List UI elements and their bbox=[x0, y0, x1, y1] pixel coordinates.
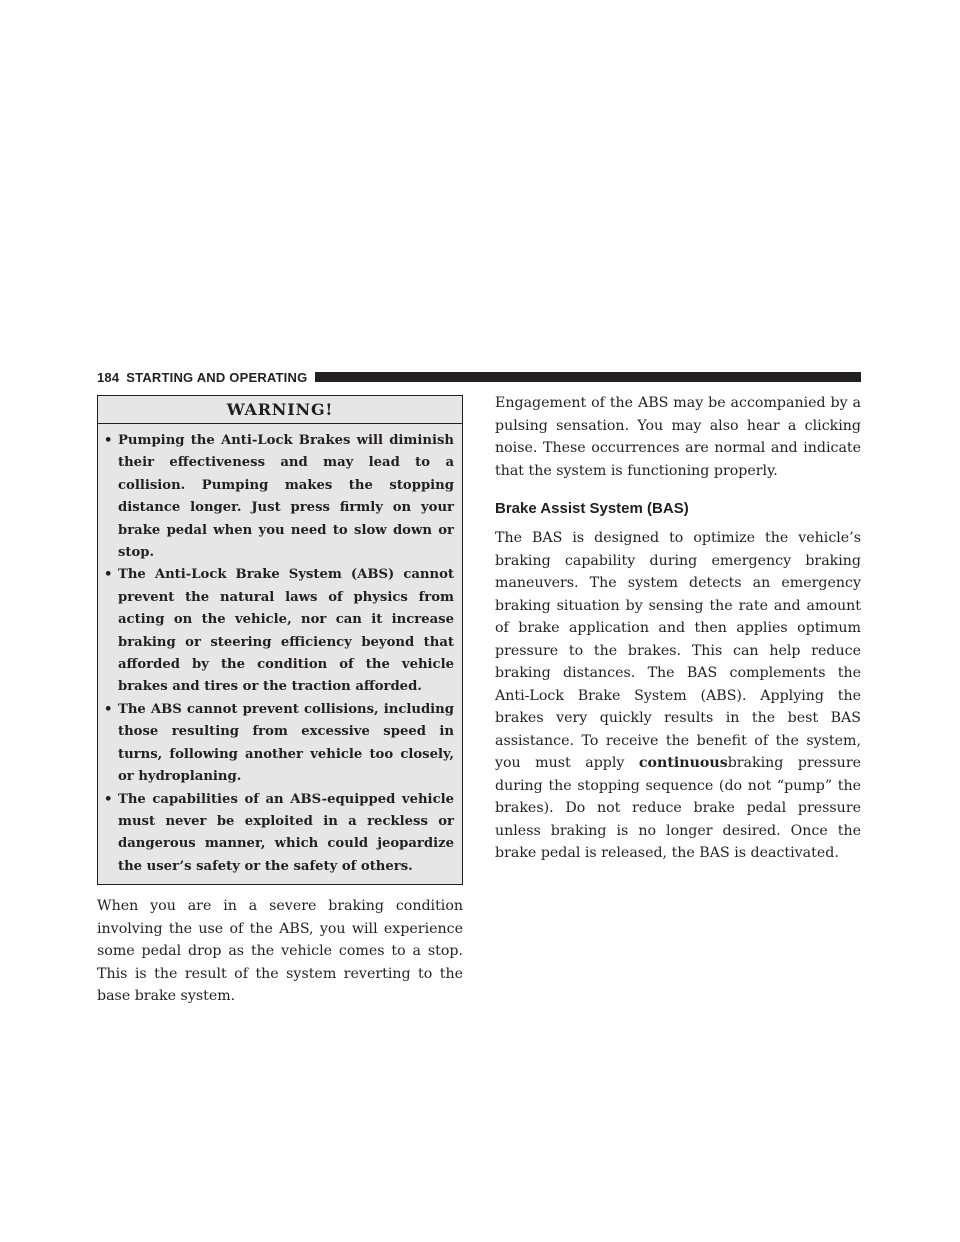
header-text bbox=[97, 370, 307, 385]
page-header bbox=[97, 368, 861, 386]
warning-item bbox=[104, 430, 454, 564]
warning-title: WARNING! bbox=[98, 396, 462, 424]
warning-item-text: The ABS cannot prevent collisions, including those resulting from excessive speed in turns, following another vehicle too closely, or hydroplaning. bbox=[118, 701, 454, 785]
warning-item-text: Pumping the Anti-Lock Brakes will diminish their effectiveness and may lead to a collision. Pumping makes the stopping distance longer. Just press firmly on your brake pedal when you need to slow down or stop. bbox=[118, 433, 454, 561]
bullet-icon: • bbox=[104, 567, 113, 583]
warning-item bbox=[104, 699, 454, 789]
left-column bbox=[97, 395, 463, 1008]
abs-pedal-drop-paragraph: When you are in a severe braking condition involving the use of the ABS, you will experience some pedal drop as the vehicle comes to a stop. This is the result of the system reverting to the base brake system. bbox=[97, 898, 463, 1005]
section-title: STARTING AND OPERATING bbox=[126, 369, 308, 385]
warning-box bbox=[97, 395, 463, 885]
page-number: 184 bbox=[97, 369, 120, 385]
bullet-icon: • bbox=[104, 433, 113, 448]
warning-item-text: The Anti-Lock Brake System (ABS) cannot prevent the natural laws of physics from acting on the vehicle, nor can it increase braking or steering efficiency beyond that afforded by the condition of the vehicle brakes and tires or the traction afforded. bbox=[118, 567, 454, 695]
warning-item-text: The capabilities of an ABS-equipped vehicle must never be exploited in a reckless or dangerous manner, which could jeopardize the user’s safety or the safety of others. bbox=[118, 791, 454, 874]
right-column bbox=[495, 392, 861, 865]
bas-paragraph bbox=[495, 527, 861, 865]
bas-heading: Brake Assist System (BAS) bbox=[495, 500, 689, 517]
bas-emphasis: continuous bbox=[638, 755, 728, 771]
warning-item bbox=[104, 564, 454, 698]
bullet-icon: • bbox=[104, 791, 113, 807]
header-rule bbox=[315, 372, 861, 382]
warning-item bbox=[104, 789, 454, 879]
bas-text-part2: braking pressure during the stopping sequence (do not “pump” the brakes). Do not reduce brake pedal pressure unless braking is no longer desired. Once the brake pedal is released, the BAS is deactivated. bbox=[495, 755, 861, 861]
bullet-icon: • bbox=[104, 701, 113, 717]
bas-text-part1: The BAS is designed to optimize the vehicle’s braking capability during emergency braking maneuvers. The system detects an emergency braking situation by sensing the rate and amount of brake application and then applies optimum pressure to the brakes. This can help reduce braking distances. The BAS complements the Anti-Lock Brake System (ABS). Applying the brakes very quickly results in the best BAS assistance. To receive the benefit of the system, you must apply bbox=[495, 530, 861, 771]
warning-list bbox=[98, 424, 462, 884]
abs-engagement-paragraph: Engagement of the ABS may be accompanied by a pulsing sensation. You may also hear a clicking noise. These occurrences are normal and indicate that the system is functioning properly. bbox=[495, 395, 861, 479]
